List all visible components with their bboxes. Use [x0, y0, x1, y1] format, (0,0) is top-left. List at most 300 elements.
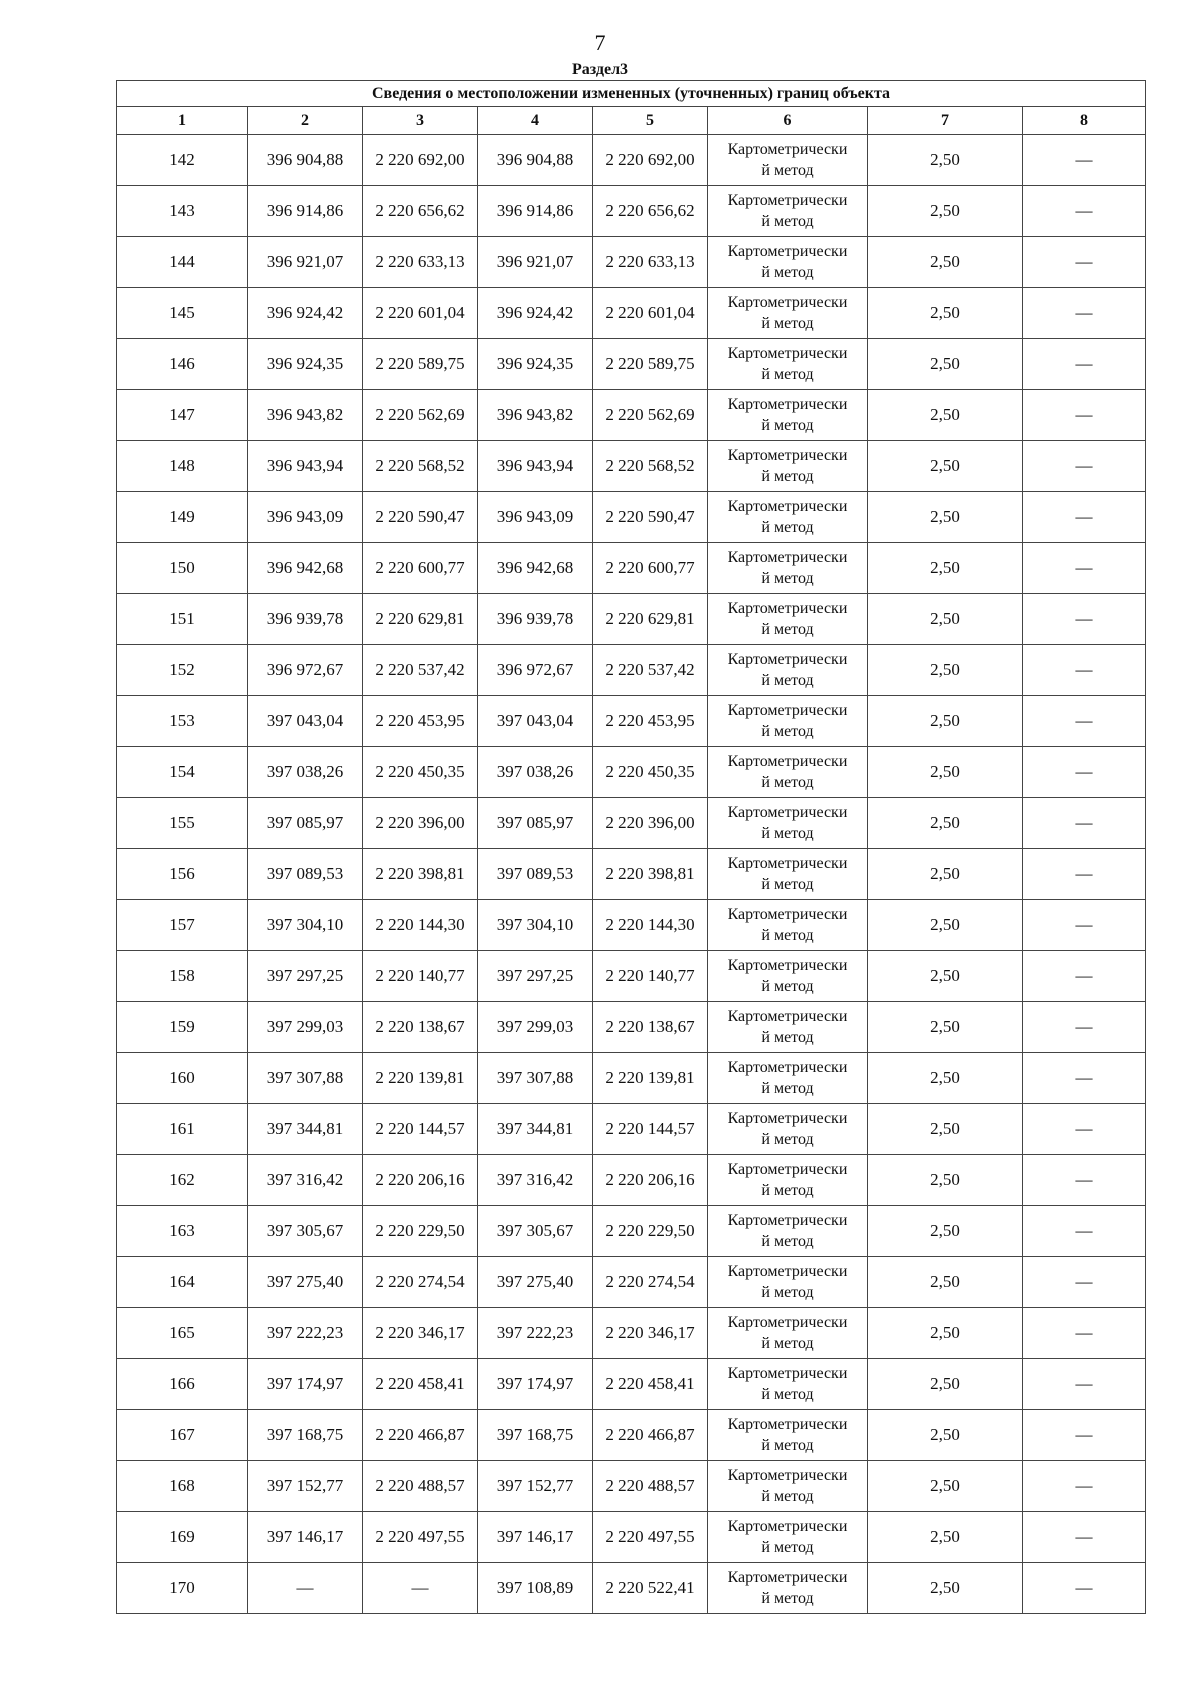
- method-text-line: Картометрически: [727, 243, 848, 260]
- table-cell-col-5: 2 220 589,75: [593, 339, 708, 390]
- table-row: [117, 1512, 1146, 1563]
- table-cell-col-6: [708, 186, 868, 237]
- table-cell-col-8: —: [1023, 1410, 1146, 1461]
- table-cell-col-6: [708, 849, 868, 900]
- table-cell-col-4: 397 043,04: [478, 696, 593, 747]
- table-cell-col-6: [708, 1257, 868, 1308]
- table-row: [117, 696, 1146, 747]
- method-text-line: Картометрически: [727, 294, 848, 311]
- table-cell-col-5: 2 220 568,52: [593, 441, 708, 492]
- table-cell-col-1: 170: [117, 1563, 248, 1614]
- table-cell-col-8: —: [1023, 390, 1146, 441]
- table-cell-col-2: 396 904,88: [248, 135, 363, 186]
- table-row: [117, 237, 1146, 288]
- table-cell-col-7: 2,50: [868, 900, 1023, 951]
- table-cell-col-4: 397 108,89: [478, 1563, 593, 1614]
- table-cell-col-4: 396 943,94: [478, 441, 593, 492]
- table-cell-col-6: [708, 594, 868, 645]
- table-row: [117, 339, 1146, 390]
- method-text-line: й метод: [761, 366, 814, 383]
- table-cell-col-2: 396 942,68: [248, 543, 363, 594]
- table-row: [117, 1308, 1146, 1359]
- table-cell-col-5: 2 220 450,35: [593, 747, 708, 798]
- table-cell-col-7: 2,50: [868, 1563, 1023, 1614]
- table-cell-col-1: 143: [117, 186, 248, 237]
- table-cell-col-1: 166: [117, 1359, 248, 1410]
- table-cell-col-1: 168: [117, 1461, 248, 1512]
- table-cell-col-4: 396 924,35: [478, 339, 593, 390]
- method-text-line: Картометрически: [727, 957, 848, 974]
- table-row: [117, 492, 1146, 543]
- table-cell-col-1: 149: [117, 492, 248, 543]
- table-cell-col-5: 2 220 522,41: [593, 1563, 708, 1614]
- table-cell-col-8: —: [1023, 1206, 1146, 1257]
- table-cell-col-4: 397 299,03: [478, 1002, 593, 1053]
- column-header-4: 4: [478, 107, 593, 135]
- table-cell-col-6: [708, 237, 868, 288]
- table-cell-col-6: [708, 951, 868, 1002]
- column-header-row: [117, 107, 1146, 135]
- table-cell-col-8: —: [1023, 1002, 1146, 1053]
- method-text-line: Картометрически: [727, 396, 848, 413]
- table-cell-col-5: 2 220 139,81: [593, 1053, 708, 1104]
- table-cell-col-1: 147: [117, 390, 248, 441]
- table-cell-col-5: 2 220 537,42: [593, 645, 708, 696]
- table-cell-col-7: 2,50: [868, 1206, 1023, 1257]
- table-cell-col-1: 164: [117, 1257, 248, 1308]
- table-row: [117, 1359, 1146, 1410]
- method-text-line: й метод: [761, 1029, 814, 1046]
- column-header-8: 8: [1023, 107, 1146, 135]
- table-row: [117, 1461, 1146, 1512]
- table-cell-col-5: 2 220 601,04: [593, 288, 708, 339]
- method-text-line: й метод: [761, 1131, 814, 1148]
- table-cell-col-2: 397 307,88: [248, 1053, 363, 1104]
- column-header-5: 5: [593, 107, 708, 135]
- table-row: [117, 900, 1146, 951]
- table-cell-col-6: [708, 747, 868, 798]
- method-text-line: й метод: [761, 519, 814, 536]
- table-cell-col-8: —: [1023, 645, 1146, 696]
- table-cell-col-5: 2 220 396,00: [593, 798, 708, 849]
- method-text-line: Картометрически: [727, 855, 848, 872]
- table-cell-col-8: —: [1023, 1104, 1146, 1155]
- table-cell-col-2: 397 146,17: [248, 1512, 363, 1563]
- table-cell-col-4: 397 089,53: [478, 849, 593, 900]
- table-cell-col-5: 2 220 497,55: [593, 1512, 708, 1563]
- table-cell-col-3: 2 220 450,35: [363, 747, 478, 798]
- table-cell-col-4: 397 146,17: [478, 1512, 593, 1563]
- table-cell-col-1: 151: [117, 594, 248, 645]
- column-header-3: 3: [363, 107, 478, 135]
- table-cell-col-3: 2 220 466,87: [363, 1410, 478, 1461]
- table-cell-col-2: 396 939,78: [248, 594, 363, 645]
- table-cell-col-8: —: [1023, 696, 1146, 747]
- table-cell-col-2: 396 914,86: [248, 186, 363, 237]
- table-cell-col-8: —: [1023, 186, 1146, 237]
- table-cell-col-5: 2 220 144,57: [593, 1104, 708, 1155]
- table-cell-col-5: 2 220 458,41: [593, 1359, 708, 1410]
- table-cell-col-5: 2 220 488,57: [593, 1461, 708, 1512]
- table-cell-col-8: —: [1023, 441, 1146, 492]
- table-cell-col-6: [708, 339, 868, 390]
- table-cell-col-3: 2 220 497,55: [363, 1512, 478, 1563]
- method-text-line: й метод: [761, 264, 814, 281]
- table-cell-col-4: 396 904,88: [478, 135, 593, 186]
- table-cell-col-2: 396 972,67: [248, 645, 363, 696]
- table-cell-col-3: 2 220 589,75: [363, 339, 478, 390]
- table-cell-col-7: 2,50: [868, 1053, 1023, 1104]
- table-cell-col-6: [708, 1206, 868, 1257]
- table-cell-col-4: 397 316,42: [478, 1155, 593, 1206]
- table-row: [117, 1053, 1146, 1104]
- table-row: [117, 645, 1146, 696]
- table-cell-col-5: 2 220 346,17: [593, 1308, 708, 1359]
- table-cell-col-4: 396 943,09: [478, 492, 593, 543]
- table-cell-col-5: 2 220 629,81: [593, 594, 708, 645]
- table-cell-col-4: 397 038,26: [478, 747, 593, 798]
- table-cell-col-2: 397 222,23: [248, 1308, 363, 1359]
- table-row: [117, 849, 1146, 900]
- method-text-line: й метод: [761, 876, 814, 893]
- table-row: [117, 798, 1146, 849]
- table-cell-col-8: —: [1023, 339, 1146, 390]
- table-cell-col-8: —: [1023, 1563, 1146, 1614]
- table-cell-col-3: 2 220 458,41: [363, 1359, 478, 1410]
- table-cell-col-2: 396 943,82: [248, 390, 363, 441]
- table-cell-col-7: 2,50: [868, 441, 1023, 492]
- method-text-line: Картометрически: [727, 753, 848, 770]
- table-cell-col-6: [708, 1155, 868, 1206]
- section-title: Раздел3: [571, 61, 629, 78]
- table-cell-col-7: 2,50: [868, 747, 1023, 798]
- table-row: [117, 1155, 1146, 1206]
- table-cell-col-7: 2,50: [868, 645, 1023, 696]
- method-text-line: й метод: [761, 1233, 814, 1250]
- table-cell-col-8: —: [1023, 900, 1146, 951]
- table-cell-col-6: [708, 1359, 868, 1410]
- method-text-line: Картометрически: [727, 1569, 848, 1586]
- table-cell-col-8: —: [1023, 1053, 1146, 1104]
- table-cell-col-5: 2 220 453,95: [593, 696, 708, 747]
- method-text-line: Картометрически: [727, 345, 848, 362]
- table-cell-col-7: 2,50: [868, 237, 1023, 288]
- table-cell-col-2: 397 316,42: [248, 1155, 363, 1206]
- table-cell-col-2: 397 344,81: [248, 1104, 363, 1155]
- table-cell-col-6: [708, 1563, 868, 1614]
- table-cell-col-5: 2 220 466,87: [593, 1410, 708, 1461]
- table-cell-col-8: —: [1023, 1461, 1146, 1512]
- method-text-line: й метод: [761, 774, 814, 791]
- table-cell-col-2: 397 089,53: [248, 849, 363, 900]
- table-cell-col-6: [708, 696, 868, 747]
- table-body: [117, 135, 1146, 1614]
- table-row: [117, 1206, 1146, 1257]
- table-caption: Сведения о местоположении измененных (уточненных) границ объекта: [117, 81, 1146, 107]
- method-text-line: й метод: [761, 723, 814, 740]
- table-cell-col-7: 2,50: [868, 339, 1023, 390]
- method-text-line: Картометрически: [727, 906, 848, 923]
- table-cell-col-5: 2 220 562,69: [593, 390, 708, 441]
- method-text-line: Картометрически: [727, 1008, 848, 1025]
- table-cell-col-2: 396 924,35: [248, 339, 363, 390]
- table-cell-col-5: 2 220 229,50: [593, 1206, 708, 1257]
- method-text-line: Картометрически: [727, 1161, 848, 1178]
- table-cell-col-3: 2 220 568,52: [363, 441, 478, 492]
- table-cell-col-3: 2 220 139,81: [363, 1053, 478, 1104]
- column-header-7: 7: [868, 107, 1023, 135]
- table-cell-col-3: 2 220 140,77: [363, 951, 478, 1002]
- table-cell-col-7: 2,50: [868, 492, 1023, 543]
- table-cell-col-2: 397 043,04: [248, 696, 363, 747]
- table-cell-col-1: 142: [117, 135, 248, 186]
- table-cell-col-4: 397 304,10: [478, 900, 593, 951]
- method-text-line: Картометрически: [727, 447, 848, 464]
- method-text-line: й метод: [761, 468, 814, 485]
- table-row: [117, 1104, 1146, 1155]
- method-text-line: й метод: [761, 825, 814, 842]
- table-cell-col-6: [708, 1410, 868, 1461]
- table-cell-col-7: 2,50: [868, 135, 1023, 186]
- method-text-line: Картометрически: [727, 498, 848, 515]
- table-cell-col-3: 2 220 138,67: [363, 1002, 478, 1053]
- method-text-line: й метод: [761, 621, 814, 638]
- table-cell-col-2: 397 297,25: [248, 951, 363, 1002]
- method-text-line: Картометрически: [727, 1467, 848, 1484]
- table-cell-col-2: 397 304,10: [248, 900, 363, 951]
- table-cell-col-1: 159: [117, 1002, 248, 1053]
- method-text-line: Картометрически: [727, 549, 848, 566]
- table-cell-col-1: 157: [117, 900, 248, 951]
- table-cell-col-3: 2 220 229,50: [363, 1206, 478, 1257]
- method-text-line: Картометрически: [727, 1416, 848, 1433]
- table-cell-col-1: 169: [117, 1512, 248, 1563]
- method-text-line: й метод: [761, 1590, 814, 1607]
- table-cell-col-4: 397 305,67: [478, 1206, 593, 1257]
- table-cell-col-4: 396 921,07: [478, 237, 593, 288]
- table-row: [117, 1002, 1146, 1053]
- boundary-table: [116, 80, 1146, 1614]
- table-cell-col-2: 397 174,97: [248, 1359, 363, 1410]
- table-cell-col-3: 2 220 601,04: [363, 288, 478, 339]
- method-text-line: й метод: [761, 1488, 814, 1505]
- table-row: [117, 135, 1146, 186]
- method-text-line: Картометрически: [727, 1263, 848, 1280]
- table-cell-col-3: 2 220 398,81: [363, 849, 478, 900]
- method-text-line: й метод: [761, 417, 814, 434]
- method-text-line: й метод: [761, 1386, 814, 1403]
- table-cell-col-7: 2,50: [868, 543, 1023, 594]
- method-text-line: й метод: [761, 315, 814, 332]
- table-cell-col-8: —: [1023, 1155, 1146, 1206]
- table-cell-col-1: 156: [117, 849, 248, 900]
- table-cell-col-4: 396 914,86: [478, 186, 593, 237]
- method-text-line: Картометрически: [727, 1365, 848, 1382]
- table-cell-col-5: 2 220 692,00: [593, 135, 708, 186]
- table-cell-col-4: 397 152,77: [478, 1461, 593, 1512]
- table-row: [117, 1410, 1146, 1461]
- table-cell-col-7: 2,50: [868, 1308, 1023, 1359]
- table-cell-col-1: 162: [117, 1155, 248, 1206]
- table-cell-col-6: [708, 1512, 868, 1563]
- table-cell-col-2: 396 943,94: [248, 441, 363, 492]
- table-cell-col-4: 397 085,97: [478, 798, 593, 849]
- column-header-1: 1: [117, 107, 248, 135]
- table-cell-col-1: 153: [117, 696, 248, 747]
- table-cell-col-6: [708, 288, 868, 339]
- table-cell-col-2: 397 038,26: [248, 747, 363, 798]
- table-cell-col-1: 150: [117, 543, 248, 594]
- table-cell-col-1: 155: [117, 798, 248, 849]
- table-cell-col-7: 2,50: [868, 1359, 1023, 1410]
- table-cell-col-5: 2 220 590,47: [593, 492, 708, 543]
- table-cell-col-2: 396 943,09: [248, 492, 363, 543]
- table-cell-col-8: —: [1023, 747, 1146, 798]
- table-cell-col-8: —: [1023, 492, 1146, 543]
- table-cell-col-6: [708, 1053, 868, 1104]
- table-cell-col-6: [708, 1104, 868, 1155]
- table-row: [117, 441, 1146, 492]
- table-cell-col-1: 163: [117, 1206, 248, 1257]
- method-text-line: Картометрически: [727, 1059, 848, 1076]
- method-text-line: й метод: [761, 1437, 814, 1454]
- table-row: [117, 747, 1146, 798]
- table-cell-col-1: 161: [117, 1104, 248, 1155]
- method-text-line: й метод: [761, 1539, 814, 1556]
- method-text-line: й метод: [761, 162, 814, 179]
- table-cell-col-3: 2 220 346,17: [363, 1308, 478, 1359]
- method-text-line: Картометрически: [727, 1110, 848, 1127]
- method-text-line: й метод: [761, 1080, 814, 1097]
- table-cell-col-7: 2,50: [868, 1002, 1023, 1053]
- table-cell-col-5: 2 220 398,81: [593, 849, 708, 900]
- table-cell-col-4: 396 943,82: [478, 390, 593, 441]
- table-cell-col-6: [708, 645, 868, 696]
- table-cell-col-6: [708, 1308, 868, 1359]
- table-cell-col-2: 397 275,40: [248, 1257, 363, 1308]
- table-cell-col-4: 396 924,42: [478, 288, 593, 339]
- table-cell-col-5: 2 220 274,54: [593, 1257, 708, 1308]
- table-cell-col-6: [708, 798, 868, 849]
- method-text-line: й метод: [761, 1182, 814, 1199]
- table-cell-col-1: 167: [117, 1410, 248, 1461]
- table-cell-col-4: 397 297,25: [478, 951, 593, 1002]
- method-text-line: й метод: [761, 213, 814, 230]
- table-cell-col-5: 2 220 206,16: [593, 1155, 708, 1206]
- table-cell-col-4: 396 972,67: [478, 645, 593, 696]
- table-cell-col-7: 2,50: [868, 390, 1023, 441]
- table-row: [117, 1257, 1146, 1308]
- table-cell-col-5: 2 220 140,77: [593, 951, 708, 1002]
- column-header-2: 2: [248, 107, 363, 135]
- table-cell-col-7: 2,50: [868, 594, 1023, 645]
- table-cell-col-7: 2,50: [868, 1512, 1023, 1563]
- table-cell-col-1: 144: [117, 237, 248, 288]
- table-cell-col-1: 160: [117, 1053, 248, 1104]
- table-cell-col-4: 396 939,78: [478, 594, 593, 645]
- table-cell-col-1: 152: [117, 645, 248, 696]
- table-cell-col-5: 2 220 144,30: [593, 900, 708, 951]
- table-cell-col-3: 2 220 629,81: [363, 594, 478, 645]
- table-cell-col-3: 2 220 488,57: [363, 1461, 478, 1512]
- method-text-line: й метод: [761, 570, 814, 587]
- method-text-line: й метод: [761, 978, 814, 995]
- table-cell-col-7: 2,50: [868, 696, 1023, 747]
- table-cell-col-4: 397 222,23: [478, 1308, 593, 1359]
- table-cell-col-8: —: [1023, 543, 1146, 594]
- table-cell-col-4: 397 344,81: [478, 1104, 593, 1155]
- method-text-line: Картометрически: [727, 141, 848, 158]
- method-text-line: й метод: [761, 927, 814, 944]
- table-cell-col-6: [708, 900, 868, 951]
- table-cell-col-3: 2 220 453,95: [363, 696, 478, 747]
- method-text-line: й метод: [761, 1335, 814, 1352]
- table-cell-col-7: 2,50: [868, 798, 1023, 849]
- method-text-line: Картометрически: [727, 651, 848, 668]
- table-cell-col-4: 397 307,88: [478, 1053, 593, 1104]
- table-cell-col-8: —: [1023, 1308, 1146, 1359]
- table-cell-col-3: 2 220 590,47: [363, 492, 478, 543]
- table-cell-col-8: —: [1023, 951, 1146, 1002]
- table-cell-col-3: 2 220 656,62: [363, 186, 478, 237]
- table-cell-col-7: 2,50: [868, 1155, 1023, 1206]
- table-cell-col-4: 397 168,75: [478, 1410, 593, 1461]
- table-cell-col-7: 2,50: [868, 1461, 1023, 1512]
- table-cell-col-2: 397 085,97: [248, 798, 363, 849]
- table-cell-col-7: 2,50: [868, 186, 1023, 237]
- table-cell-col-6: [708, 492, 868, 543]
- table-cell-col-5: 2 220 633,13: [593, 237, 708, 288]
- table-row: [117, 390, 1146, 441]
- table-cell-col-7: 2,50: [868, 288, 1023, 339]
- table-row: [117, 594, 1146, 645]
- table-row: [117, 186, 1146, 237]
- table-cell-col-2: 397 305,67: [248, 1206, 363, 1257]
- table-cell-col-2: —: [248, 1563, 363, 1614]
- method-text-line: й метод: [761, 672, 814, 689]
- table-cell-col-8: —: [1023, 237, 1146, 288]
- table-row: [117, 1563, 1146, 1614]
- table-cell-col-4: 397 174,97: [478, 1359, 593, 1410]
- method-text-line: й метод: [761, 1284, 814, 1301]
- table-cell-col-6: [708, 135, 868, 186]
- column-header-6: 6: [708, 107, 868, 135]
- table-cell-col-8: —: [1023, 1359, 1146, 1410]
- table-cell-col-8: —: [1023, 288, 1146, 339]
- table-cell-col-7: 2,50: [868, 1257, 1023, 1308]
- table-cell-col-3: 2 220 396,00: [363, 798, 478, 849]
- table-cell-col-3: 2 220 600,77: [363, 543, 478, 594]
- table-cell-col-8: —: [1023, 1512, 1146, 1563]
- table-cell-col-1: 146: [117, 339, 248, 390]
- page-number: 7: [594, 30, 606, 55]
- table-cell-col-8: —: [1023, 849, 1146, 900]
- table-cell-col-3: 2 220 562,69: [363, 390, 478, 441]
- method-text-line: Картометрически: [727, 702, 848, 719]
- table-cell-col-8: —: [1023, 135, 1146, 186]
- method-text-line: Картометрически: [727, 1314, 848, 1331]
- table-cell-col-6: [708, 441, 868, 492]
- table-cell-col-3: 2 220 274,54: [363, 1257, 478, 1308]
- table-cell-col-1: 165: [117, 1308, 248, 1359]
- table-cell-col-3: 2 220 692,00: [363, 135, 478, 186]
- table-cell-col-2: 397 168,75: [248, 1410, 363, 1461]
- table-cell-col-2: 396 924,42: [248, 288, 363, 339]
- method-text-line: Картометрически: [727, 1518, 848, 1535]
- table-cell-col-1: 145: [117, 288, 248, 339]
- table-cell-col-3: —: [363, 1563, 478, 1614]
- table-cell-col-1: 154: [117, 747, 248, 798]
